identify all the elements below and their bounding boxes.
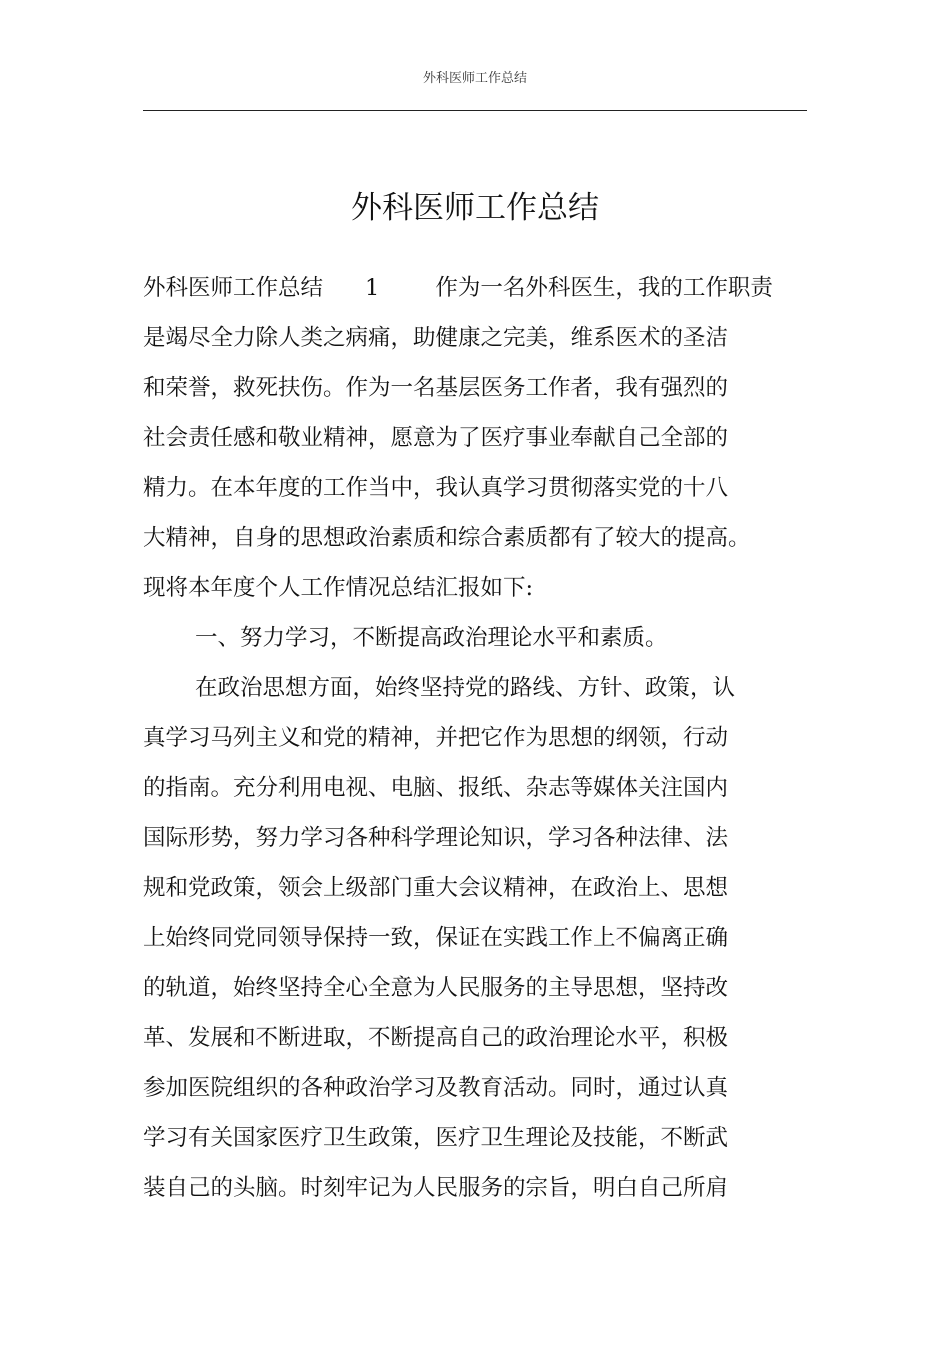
first-line-text: 作为一名外科医生，我的工作职责: [435, 275, 773, 301]
paragraph-start-line: 在政治思想方面，始终坚持党的路线、方针、政策，认: [195, 675, 736, 701]
body-line: 革、发展和不断进取，不断提高自己的政治理论水平，积极: [143, 1025, 729, 1051]
body-line: 现将本年度个人工作情况总结汇报如下:: [143, 575, 534, 601]
body-line: 国际形势，努力学习各种科学理论知识，学习各种法律、法: [143, 825, 729, 851]
body-line: 真学习马列主义和党的精神，并把它作为思想的纲领，行动: [143, 725, 729, 751]
body-line: 规和党政策，领会上级部门重大会议精神，在政治上、思想: [143, 875, 729, 901]
body-line: 上始终同党同领导保持一致，保证在实践工作上不偏离正确: [143, 925, 729, 951]
body-line: 社会责任感和敬业精神，愿意为了医疗事业奉献自己全部的: [143, 425, 729, 451]
body-line: 的指南。充分利用电视、电脑、报纸、杂志等媒体关注国内: [143, 775, 729, 801]
body-line: 是竭尽全力除人类之病痛，助健康之完美，维系医术的圣洁: [143, 325, 729, 351]
body-line: 学习有关国家医疗卫生政策，医疗卫生理论及技能，不断武: [143, 1125, 729, 1151]
running-header: 外科医师工作总结: [422, 71, 527, 86]
section-number: 1: [365, 275, 380, 301]
body-line: 大精神，自身的思想政治素质和综合素质都有了较大的提高。: [143, 525, 751, 551]
body-line: 的轨道，始终坚持全心全意为人民服务的主导思想，坚持改: [143, 975, 729, 1001]
header-divider: [143, 110, 807, 111]
body-line-0: [143, 263, 783, 313]
section-label: 外科医师工作总结: [143, 275, 324, 301]
section-heading: 一、努力学习，不断提高政治理论水平和素质。: [195, 625, 668, 651]
body-line: 参加医院组织的各种政治学习及教育活动。同时，通过认真: [143, 1075, 729, 1101]
body-line: 装自己的头脑。时刻牢记为人民服务的宗旨，明白自己所肩: [143, 1175, 729, 1201]
body-line: 和荣誉，救死扶伤。作为一名基层医务工作者，我有强烈的: [143, 375, 729, 401]
body-line: 精力。在本年度的工作当中，我认真学习贯彻落实党的十八: [143, 475, 729, 501]
document-body: [143, 263, 783, 1213]
document-title: 外科医师工作总结: [351, 190, 599, 226]
